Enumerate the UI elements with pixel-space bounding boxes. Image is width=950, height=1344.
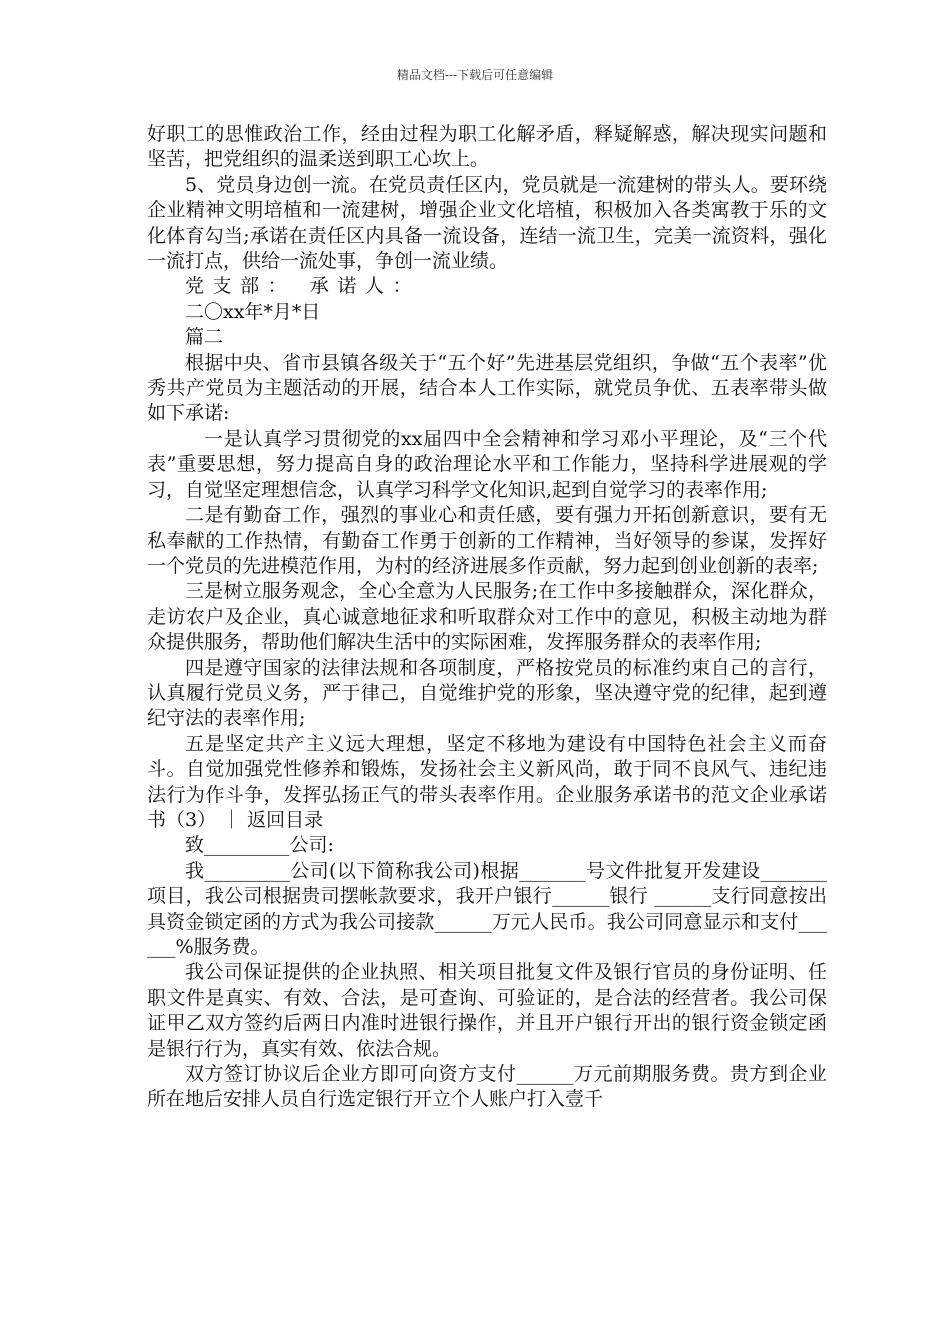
section-heading: 篇二: [185, 326, 224, 349]
paragraph-guarantee: 我公司保证提供的企业执照、相关项目批复文件及银行官员的身份证明、任职文件是真实、有效、合法，是可查询、可验证的，是合法的经营者。我公司保证甲乙双方签约后两日内准时进银行操作，并且开户银行开出的银行资金锁定函是银行行为，真实有效、依法合规。: [147, 961, 827, 1060]
date-line: 二〇xx年*月*日: [185, 300, 321, 323]
letter-salutation: 致_________公司:: [185, 834, 334, 857]
signature-line: 党支部： 承诺人：: [185, 275, 420, 298]
paragraph-commitment-4: 四是遵守国家的法律法规和各项制度，严格按党员的标准约束自己的言行，认真履行党员义务，严于律己，自觉维护党的形象，坚决遵守党的纪律，起到遵纪守法的表率作用;: [147, 656, 827, 730]
paragraph-payment: 双方签订协议后企业方即可向资方支付______万元前期服务费。贵方到企业所在地后安排人员自行选定银行开立个人账户打入壹千: [147, 1063, 827, 1111]
paragraph-commitment-5: 5、党员身边创一流。在党员责任区内，党员就是一流建树的带头人。要环绕企业精神文明培植和一流建树，增强企业文化培植，积极加入各类寓教于乐的文化体育勾当;承诺在责任区内具备一流设备，连结一流卫生，完美一流资料，强化一流打点，供给一流处事，争创一流业绩。: [147, 173, 827, 273]
paragraph-commitment-2: 二是有勤奋工作，强烈的事业心和责任感，要有强力开拓创新意识，要有无私奉献的工作热情，有勤奋工作勇于创新的工作精神，当好领导的参谋，发挥好一个党员的先进模范作用，为村的经济进展多作贡献，努力起到创业创新的表率;: [147, 504, 827, 577]
page-header: 精品文档---下载后可任意编辑: [396, 68, 554, 82]
document-body: [147, 122, 827, 1113]
paragraph-letter-body: 我_________公司(以下简称我公司)根据_______号文件批复开发建设_______项目，我公司根据贵司摆帐款要求，我开户银行______银行 ______支行同意按出具资金锁定函的方式为我公司接款______万元人民币。我公司同意显示和支付______%服务费。: [147, 859, 827, 958]
paragraph-commitment-5b: 五是坚定共产主义远大理想，坚定不移地为建设有中国特色社会主义而奋斗。自觉加强党性修养和锻炼，发扬社会主义新风尚，敢于同不良风气、违纪违法行为作斗争，发挥弘扬正气的带头表率作用。企业服务承诺书的范文企业承诺书（3） ｜ 返回目录: [147, 732, 827, 831]
paragraph-commitment-1: 一是认真学习贯彻党的xx届四中全会精神和学习邓小平理论，及“三个代表”重要思想，努力提高自身的政治理论水平和工作能力，坚持科学进展观的学习，自觉坚定理想信念，认真学习科学文化知识,起到自觉学习的表率作用;: [147, 427, 827, 501]
paragraph-commitment-3: 三是树立服务观念，全心全意为人民服务;在工作中多接触群众，深化群众，走访农户及企业，真心诚意地征求和听取群众对工作中的意见，积极主动地为群众提供服务，帮助他们解决生活中的实际困难，发挥服务群众的表率作用;: [147, 580, 827, 654]
paragraph-continuation: 好职工的思惟政治工作，经由过程为职工化解矛盾，释疑解惑，解决现实问题和坚苦，把党组织的温柔送到职工心坎上。: [147, 123, 827, 171]
paragraph-intro: 根据中央、省市县镇各级关于“五个好”先进基层党组织，争做“五个表率”优秀共产党员为主题活动的开展，结合本人工作实际，就党员争优、五表率带头做如下承诺:: [147, 351, 827, 425]
